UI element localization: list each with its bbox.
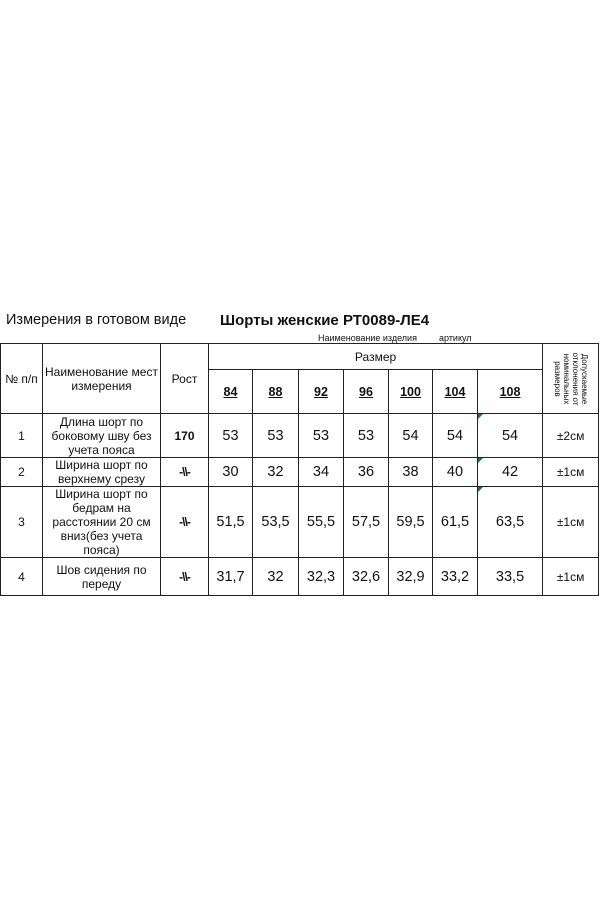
row-num: 4	[1, 558, 43, 596]
row-tolerance: ±1см	[543, 458, 599, 487]
height-header: Рост	[161, 344, 209, 414]
size-88: 88	[253, 370, 299, 414]
row-value: 53	[299, 414, 344, 458]
row-height: 170	[161, 414, 209, 458]
size-92: 92	[299, 370, 344, 414]
num-header: № п/п	[1, 344, 43, 414]
row-value: 33,5	[478, 558, 543, 596]
measurement-table	[0, 343, 599, 596]
row-value: 57,5	[344, 487, 389, 558]
row-height: -\\-	[161, 558, 209, 596]
place-header: Наименование мест измерения	[43, 344, 161, 414]
row-value: 32,9	[389, 558, 433, 596]
row-value: 59,5	[389, 487, 433, 558]
row-value: 38	[389, 458, 433, 487]
row-num: 1	[1, 414, 43, 458]
row-value: 32	[253, 558, 299, 596]
row-value: 40	[433, 458, 478, 487]
size-group-header: Размер	[209, 344, 543, 370]
row-value: 53,5	[253, 487, 299, 558]
product-title: Шорты женские РТ0089-ЛЕ4	[220, 312, 430, 329]
row-value: 54	[433, 414, 478, 458]
row-value: 61,5	[433, 487, 478, 558]
row-name: Ширина шорт по бедрам на расстоянии 20 см вниз(без учета пояса)	[43, 487, 161, 558]
row-value: 53	[253, 414, 299, 458]
tolerance-header	[543, 344, 599, 414]
row-name: Длина шорт по боковому шву без учета пояса	[43, 414, 161, 458]
size-104: 104	[433, 370, 478, 414]
row-num: 3	[1, 487, 43, 558]
row-value: 53	[344, 414, 389, 458]
table-row	[1, 487, 599, 558]
tolerance-header-text: Допускаемые отклонения от номинальных размеров	[552, 352, 589, 405]
row-height: -\\-	[161, 458, 209, 487]
row-value: 53	[209, 414, 253, 458]
row-value: 51,5	[209, 487, 253, 558]
sheet-title: Измерения в готовом виде	[6, 312, 187, 328]
table-row	[1, 558, 599, 596]
row-tolerance: ±1см	[543, 558, 599, 596]
comment-marker	[478, 414, 483, 419]
row-height: -\\-	[161, 487, 209, 558]
row-value: 54	[389, 414, 433, 458]
comment-marker	[478, 458, 483, 463]
article-label: артикул	[439, 333, 472, 343]
comment-marker	[478, 487, 483, 492]
row-value: 30	[209, 458, 253, 487]
row-name: Шов сидения по переду	[43, 558, 161, 596]
row-value: 36	[344, 458, 389, 487]
product-name-label: Наименование изделия	[318, 333, 417, 343]
row-value: 32	[253, 458, 299, 487]
row-value: 63,5	[478, 487, 543, 558]
size-96: 96	[344, 370, 389, 414]
measurement-sheet	[0, 300, 600, 600]
table-row	[1, 458, 599, 487]
size-84: 84	[209, 370, 253, 414]
row-tolerance: ±2см	[543, 414, 599, 458]
table-row	[1, 414, 599, 458]
row-value: 54	[478, 414, 543, 458]
size-100: 100	[389, 370, 433, 414]
row-value: 55,5	[299, 487, 344, 558]
row-num: 2	[1, 458, 43, 487]
row-name: Ширина шорт по верхнему срезу	[43, 458, 161, 487]
row-tolerance: ±1см	[543, 487, 599, 558]
row-value: 42	[478, 458, 543, 487]
row-value: 32,3	[299, 558, 344, 596]
row-value: 32,6	[344, 558, 389, 596]
row-value: 34	[299, 458, 344, 487]
row-value: 33,2	[433, 558, 478, 596]
row-value: 31,7	[209, 558, 253, 596]
size-108: 108	[478, 370, 543, 414]
